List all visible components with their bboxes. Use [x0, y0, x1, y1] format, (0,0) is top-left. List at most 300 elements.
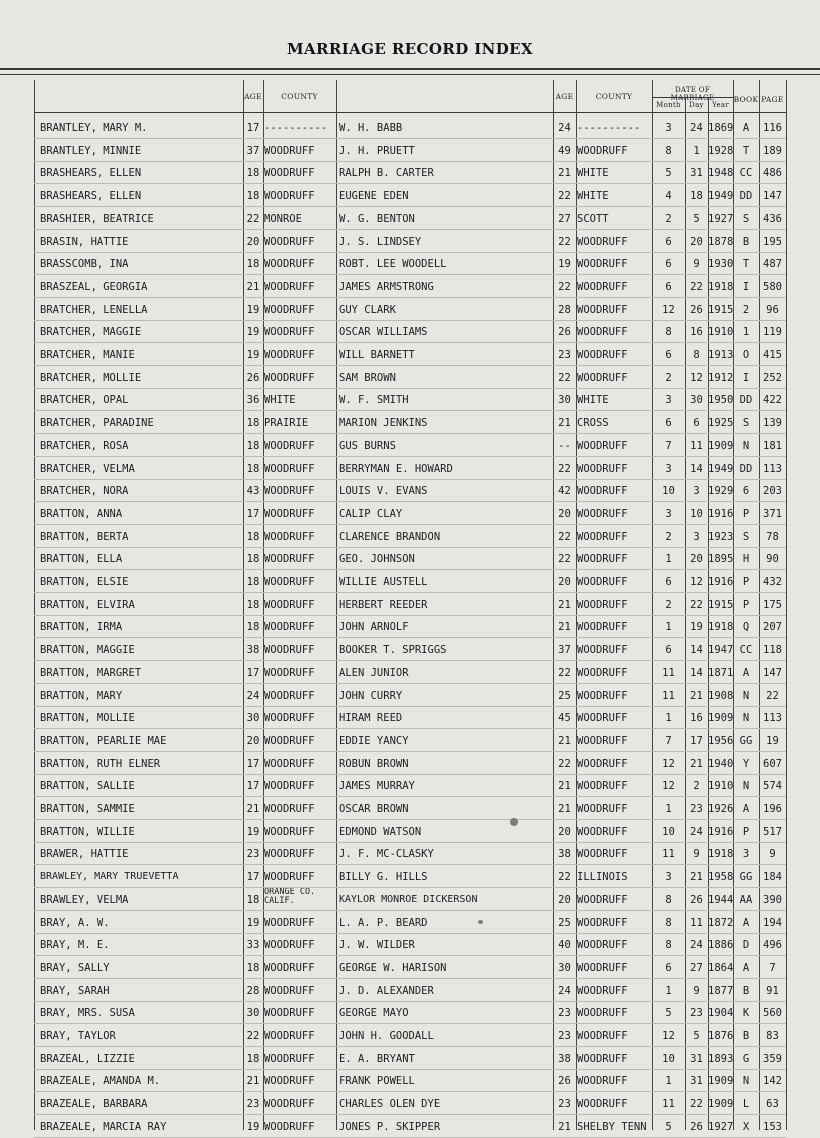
marriage-day: 16 [690, 326, 703, 338]
marriage-year: 1913 [708, 349, 733, 361]
record-row [0, 210, 820, 228]
page-number: 184 [763, 871, 782, 883]
bride-name: BRATTON, ELVIRA [40, 599, 135, 611]
row-rule [34, 433, 786, 434]
groom-name: MARION JENKINS [339, 417, 428, 429]
groom-name: JAMES ARMSTRONG [339, 281, 434, 293]
bride-age: 22 [246, 213, 260, 225]
bride-name: BRAZEALE, MARCIA RAY [40, 1121, 167, 1133]
groom-name: GEO. JOHNSON [339, 553, 415, 565]
marriage-month: 2 [665, 213, 672, 225]
book: DD [739, 463, 753, 475]
bride-name: BRAY, TAYLOR [40, 1030, 116, 1042]
bride-county: WOODRUFF [264, 440, 315, 452]
groom-name: JOHN ARNOLF [339, 621, 409, 633]
scan-speck [510, 818, 518, 826]
row-rule [34, 297, 786, 298]
record-row [0, 505, 820, 523]
marriage-day: 26 [690, 304, 703, 316]
bride-name: BRATCHER, LENELLA [40, 304, 148, 316]
groom-name: BERRYMAN E. HOWARD [339, 463, 453, 475]
bride-name: BRATTON, ELSIE [40, 576, 129, 588]
bride-county: WOODRUFF [264, 372, 315, 384]
bride-county: WOODRUFF [264, 780, 315, 792]
marriage-day: 22 [690, 1098, 703, 1110]
bride-age: 18 [246, 894, 260, 906]
groom-age: 23 [558, 1098, 571, 1110]
book: A [742, 122, 750, 134]
groom-age: 19 [558, 258, 571, 270]
groom-county: WOODRUFF [577, 917, 628, 929]
bride-age: 26 [246, 372, 260, 384]
marriage-day: 10 [690, 508, 703, 520]
bride-name: BRAZEAL, LIZZIE [40, 1053, 135, 1065]
bride-county: WOODRUFF [264, 304, 315, 316]
groom-name: CALIP CLAY [339, 508, 403, 520]
marriage-day: 12 [690, 372, 703, 384]
row-rule [34, 774, 786, 775]
marriage-year: 1956 [708, 735, 733, 747]
book: 2 [742, 304, 750, 316]
groom-name: J. F. MC-CLASKY [339, 848, 434, 860]
groom-age: 21 [558, 167, 571, 179]
groom-age: 21 [558, 735, 571, 747]
page-number: 196 [763, 803, 782, 815]
header-rule [34, 112, 786, 113]
row-rule [34, 229, 786, 230]
header-day: Day [689, 101, 704, 109]
record-row [0, 914, 820, 932]
book: A [742, 803, 750, 815]
marriage-year: 1869 [708, 122, 733, 134]
marriage-month: 6 [665, 644, 672, 656]
groom-county: WOODRUFF [577, 599, 628, 611]
book: H [742, 553, 750, 565]
groom-age: 25 [558, 690, 571, 702]
marriage-year: 1927 [708, 213, 733, 225]
groom-county: WOODRUFF [577, 531, 628, 543]
bride-county: WOODRUFF [264, 167, 315, 179]
page-number: 436 [763, 213, 782, 225]
page-number: 496 [763, 939, 782, 951]
marriage-day: 31 [690, 1075, 703, 1087]
marriage-year: 1910 [708, 326, 733, 338]
record-row [0, 823, 820, 841]
marriage-year: 1915 [708, 599, 733, 611]
groom-name: J. D. ALEXANDER [339, 985, 434, 997]
page-number: 113 [763, 712, 782, 724]
marriage-day: 5 [693, 1030, 700, 1042]
book: A [742, 667, 750, 679]
row-rule [34, 615, 786, 616]
page-number: 194 [763, 917, 782, 929]
groom-age: 21 [558, 780, 571, 792]
groom-name: KAYLOR MONROE DICKERSON [339, 894, 478, 905]
groom-age: 22 [558, 758, 571, 770]
page-number: 118 [763, 644, 782, 656]
groom-name: JONES P. SKIPPER [339, 1121, 441, 1133]
bride-county: WOODRUFF [264, 463, 315, 475]
marriage-year: 1908 [708, 690, 733, 702]
row-rule [34, 388, 786, 389]
bride-age: 17 [246, 871, 260, 883]
bride-age: 30 [246, 712, 260, 724]
row-rule [34, 842, 786, 843]
book: CC [739, 644, 753, 656]
groom-age: 49 [558, 145, 571, 157]
page-number: 487 [763, 258, 782, 270]
marriage-month: 3 [665, 871, 672, 883]
groom-age: 30 [558, 962, 571, 974]
page-number: 207 [763, 621, 782, 633]
bride-age: 17 [246, 508, 260, 520]
page-number: 142 [763, 1075, 782, 1087]
marriage-day: 21 [690, 690, 703, 702]
bride-county: WOODRUFF [264, 553, 315, 565]
page-number: 252 [763, 372, 782, 384]
groom-age: 22 [558, 463, 571, 475]
groom-county: WOODRUFF [577, 848, 628, 860]
page-number: 139 [763, 417, 782, 429]
bride-name: BRAWLEY, MARY TRUEVETTA [40, 871, 179, 882]
marriage-year: 1909 [708, 1075, 733, 1087]
groom-age: 23 [558, 1030, 571, 1042]
groom-county: WOODRUFF [577, 1075, 628, 1087]
marriage-month: 11 [662, 848, 675, 860]
marriage-year: 1916 [708, 508, 733, 520]
row-rule [34, 547, 786, 548]
marriage-year: 1904 [708, 1007, 733, 1019]
groom-name: SAM BROWN [339, 372, 396, 384]
bride-county: WOODRUFF [264, 1030, 315, 1042]
bride-name: BRATCHER, MANIE [40, 349, 135, 361]
page-number: 78 [766, 531, 779, 543]
book: B [742, 1030, 750, 1042]
groom-county: WOODRUFF [577, 735, 628, 747]
bride-name: BRASSCOMB, INA [40, 258, 129, 270]
top-rule [0, 68, 820, 70]
groom-age: 38 [558, 1053, 571, 1065]
record-row [0, 119, 820, 137]
book: T [742, 258, 750, 270]
marriage-day: 24 [690, 939, 703, 951]
groom-county: WOODRUFF [577, 553, 628, 565]
marriage-month: 8 [665, 326, 672, 338]
groom-county: WOODRUFF [577, 236, 628, 248]
record-row [0, 982, 820, 1000]
bride-county: WOODRUFF [264, 145, 315, 157]
bride-name: BRATCHER, PARADINE [40, 417, 154, 429]
marriage-month: 2 [665, 599, 672, 611]
marriage-year: 1871 [708, 667, 733, 679]
bride-age: 23 [246, 848, 260, 860]
groom-age: 22 [558, 372, 571, 384]
row-rule [34, 342, 786, 343]
bride-county: WOODRUFF [264, 349, 315, 361]
marriage-day: 3 [693, 485, 700, 497]
marriage-month: 1 [665, 621, 672, 633]
groom-name: ALEN JUNIOR [339, 667, 409, 679]
bride-county: WOODRUFF [264, 281, 315, 293]
groom-county: WOODRUFF [577, 1098, 628, 1110]
groom-name: W. F. SMITH [339, 394, 409, 406]
top-rule-thin [0, 74, 820, 75]
bride-county: WOODRUFF [264, 1121, 315, 1133]
marriage-day: 18 [690, 190, 703, 202]
marriage-month: 10 [662, 826, 675, 838]
bride-name: BRATTON, BERTA [40, 531, 129, 543]
bride-name: BRAZEALE, AMANDA M. [40, 1075, 161, 1087]
marriage-day: 21 [690, 758, 703, 770]
bride-age: 18 [246, 599, 260, 611]
groom-age: 42 [558, 485, 571, 497]
bride-name: BRATTON, PEARLIE MAE [40, 735, 167, 747]
groom-age: 23 [558, 1007, 571, 1019]
groom-name: E. A. BRYANT [339, 1053, 415, 1065]
bride-county: WOODRUFF [264, 939, 315, 951]
book: DD [739, 190, 753, 202]
page-number: 181 [763, 440, 782, 452]
record-row [0, 255, 820, 273]
page-title: MARRIAGE RECORD INDEX [286, 40, 534, 58]
marriage-day: 23 [690, 803, 703, 815]
bride-name: BRASHEARS, ELLEN [40, 190, 142, 202]
groom-age: 21 [558, 417, 571, 429]
groom-county: WOODRUFF [577, 349, 628, 361]
groom-age: 20 [558, 894, 571, 906]
bride-county: PRAIRIE [264, 417, 309, 429]
marriage-day: 26 [690, 894, 703, 906]
groom-county: WOODRUFF [577, 326, 628, 338]
record-row [0, 301, 820, 319]
bride-county: WOODRUFF [264, 1053, 315, 1065]
marriage-month: 8 [665, 894, 672, 906]
bride-county: WOODRUFF [264, 485, 315, 497]
bride-name: BRANTLEY, MARY M. [40, 122, 148, 134]
marriage-day: 31 [690, 167, 703, 179]
bride-name: BRATCHER, ROSA [40, 440, 129, 452]
groom-age: 22 [558, 871, 571, 883]
book: B [742, 985, 750, 997]
book: P [742, 508, 750, 520]
marriage-month: 5 [665, 1007, 672, 1019]
record-row [0, 1072, 820, 1090]
record-row [0, 460, 820, 478]
marriage-day: 14 [690, 667, 703, 679]
marriage-month: 3 [665, 508, 672, 520]
book: D [742, 939, 750, 951]
marriage-day: 22 [690, 599, 703, 611]
book: S [742, 213, 750, 225]
marriage-month: 6 [665, 349, 672, 361]
bride-county: WOODRUFF [264, 1098, 315, 1110]
page-number: 153 [763, 1121, 782, 1133]
header-month: Month [656, 101, 681, 109]
row-rule [34, 819, 786, 820]
record-row [0, 868, 820, 886]
bride-age: 19 [246, 826, 260, 838]
marriage-day: 14 [690, 644, 703, 656]
record-row [0, 936, 820, 954]
page-number: 390 [763, 894, 782, 906]
bride-age: 19 [246, 304, 260, 316]
groom-county: WOODRUFF [577, 576, 628, 588]
bride-name: BRAY, SARAH [40, 985, 110, 997]
groom-county: WOODRUFF [577, 803, 628, 815]
marriage-month: 2 [665, 372, 672, 384]
groom-name: GUS BURNS [339, 440, 396, 452]
row-rule [34, 955, 786, 956]
bride-county: WOODRUFF [264, 871, 315, 883]
marriage-year: 1928 [708, 145, 733, 157]
page-number: 517 [763, 826, 782, 838]
bride-age: 30 [246, 1007, 260, 1019]
marriage-year: 1878 [708, 236, 733, 248]
groom-age: 20 [558, 826, 571, 838]
page-number: 63 [766, 1098, 779, 1110]
record-row [0, 164, 820, 182]
row-rule [34, 365, 786, 366]
row-rule [34, 410, 786, 411]
marriage-day: 3 [693, 531, 700, 543]
groom-age: 38 [558, 848, 571, 860]
page-number: 422 [763, 394, 782, 406]
row-rule [34, 1069, 786, 1070]
bride-age: 18 [246, 962, 260, 974]
book: S [742, 531, 750, 543]
page-number: 116 [763, 122, 782, 134]
groom-age: -- [558, 440, 571, 452]
bride-county: WOODRUFF [264, 576, 315, 588]
record-row [0, 1095, 820, 1113]
record-row [0, 732, 820, 750]
page-number: 574 [763, 780, 782, 792]
groom-county: WOODRUFF [577, 1053, 628, 1065]
groom-age: 30 [558, 394, 571, 406]
bride-age: 18 [246, 576, 260, 588]
groom-name: J. S. LINDSEY [339, 236, 422, 248]
bride-name: BRATTON, ELLA [40, 553, 123, 565]
groom-name: CHARLES OLEN DYE [339, 1098, 441, 1110]
bride-name: BRATTON, MARGRET [40, 667, 142, 679]
groom-age: 22 [558, 553, 571, 565]
page-number: 580 [763, 281, 782, 293]
marriage-month: 12 [662, 304, 675, 316]
marriage-year: 1918 [708, 621, 733, 633]
book: N [742, 440, 750, 452]
bride-county: WOODRUFF [264, 848, 315, 860]
marriage-day: 11 [690, 917, 703, 929]
bride-name: BRATCHER, OPAL [40, 394, 129, 406]
bride-county: WOODRUFF [264, 712, 315, 724]
marriage-month: 1 [665, 985, 672, 997]
marriage-month: 12 [662, 1030, 675, 1042]
bride-age: 17 [246, 758, 260, 770]
groom-county: SHELBY TENN [577, 1121, 647, 1133]
marriage-year: 1872 [708, 917, 733, 929]
bride-age: 21 [246, 281, 260, 293]
groom-county: WOODRUFF [577, 939, 628, 951]
marriage-month: 6 [665, 236, 672, 248]
bride-age: 28 [246, 985, 260, 997]
record-row [0, 888, 820, 909]
book: N [742, 780, 750, 792]
bride-county: WOODRUFF [264, 826, 315, 838]
row-rule [34, 1046, 786, 1047]
marriage-month: 6 [665, 576, 672, 588]
marriage-year: 1895 [708, 553, 733, 565]
groom-county: WOODRUFF [577, 463, 628, 475]
record-row [0, 845, 820, 863]
marriage-month: 10 [662, 485, 675, 497]
bride-county: WOODRUFF [264, 917, 315, 929]
bride-age: 18 [246, 190, 260, 202]
header-county: COUNTY [281, 92, 318, 101]
marriage-month: 1 [665, 712, 672, 724]
row-rule [34, 1001, 786, 1002]
groom-name: J. H. PRUETT [339, 145, 415, 157]
marriage-year: 1918 [708, 281, 733, 293]
groom-county: ---------- [577, 122, 641, 134]
marriage-day: 14 [690, 463, 703, 475]
row-rule [34, 252, 786, 253]
page-number: 22 [766, 690, 779, 702]
marriage-day: 27 [690, 962, 703, 974]
marriage-day: 30 [690, 394, 703, 406]
marriage-day: 9 [693, 848, 700, 860]
book: K [742, 1007, 750, 1019]
groom-county: WOODRUFF [577, 485, 628, 497]
marriage-year: 1910 [708, 780, 733, 792]
book: P [742, 599, 750, 611]
bride-name: BRASHEARS, ELLEN [40, 167, 142, 179]
groom-county: WOODRUFF [577, 826, 628, 838]
marriage-day: 5 [693, 213, 700, 225]
bride-age: 18 [246, 1053, 260, 1065]
groom-age: 21 [558, 1121, 571, 1133]
groom-age: 45 [558, 712, 571, 724]
row-rule [34, 456, 786, 457]
book: GG [739, 735, 753, 747]
row-rule [34, 569, 786, 570]
book: P [742, 826, 750, 838]
book: O [742, 349, 750, 361]
book: N [742, 690, 750, 702]
marriage-month: 8 [665, 917, 672, 929]
bride-county: ---------- [264, 122, 328, 134]
book: I [742, 281, 750, 293]
bride-age: 18 [246, 463, 260, 475]
bride-age: 18 [246, 167, 260, 179]
row-rule [34, 864, 786, 865]
bride-name: BRATCHER, VELMA [40, 463, 135, 475]
marriage-month: 12 [662, 780, 675, 792]
marriage-year: 1916 [708, 576, 733, 588]
marriage-year: 1950 [708, 394, 733, 406]
row-rule [34, 706, 786, 707]
marriage-month: 1 [665, 553, 672, 565]
groom-age: 22 [558, 281, 571, 293]
bride-age: 21 [246, 803, 260, 815]
record-row [0, 959, 820, 977]
page-number: 96 [766, 304, 779, 316]
bride-county: WOODRUFF [264, 190, 315, 202]
marriage-year: 1909 [708, 712, 733, 724]
record-row [0, 1027, 820, 1045]
groom-county: WOODRUFF [577, 712, 628, 724]
page-number: 91 [766, 985, 779, 997]
row-rule [34, 1023, 786, 1024]
